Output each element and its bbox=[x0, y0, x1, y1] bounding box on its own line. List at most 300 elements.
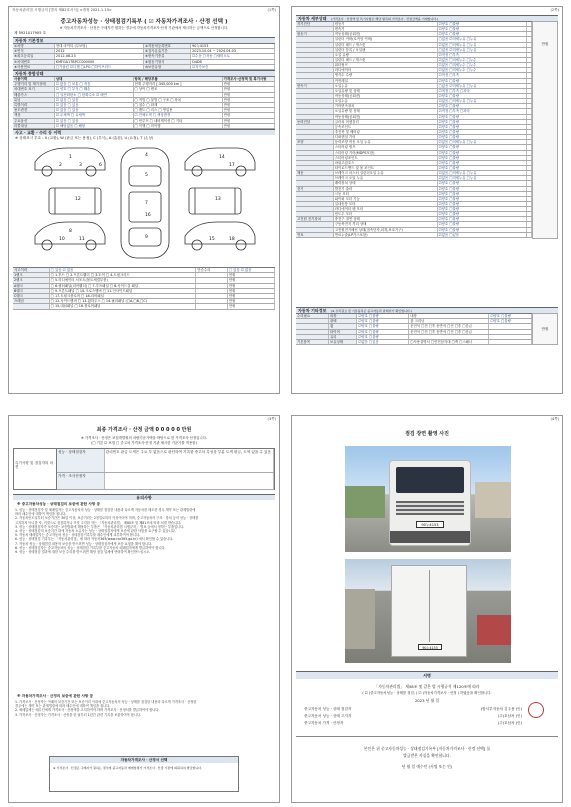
summary-header-cell: 상태 bbox=[55, 77, 134, 81]
detail-row-cell: ☑양호 □불량 bbox=[438, 94, 528, 98]
repair-row-cell: 외장 bbox=[329, 314, 357, 318]
basic-info-row-cell: ③연식 bbox=[13, 49, 55, 53]
detail-row-cell: ☑양호 □불량 bbox=[438, 115, 528, 119]
repair-row-cell bbox=[409, 335, 489, 339]
notice-line: 3. 성능 · 상태점검자가 보증하는 보증범위에 해당하는 부품은 「자동차관리법 시행규칙」 별표 등에서 정하는 부품입니다. bbox=[15, 524, 185, 529]
detail-row-cell: ☑양호 □불량 bbox=[438, 22, 528, 26]
accident-row-cell bbox=[196, 294, 227, 298]
detail-row-cell bbox=[296, 192, 334, 196]
page1-header-right: (1쪽) bbox=[267, 8, 276, 12]
detail-row-cell: 전기 bbox=[296, 187, 334, 191]
notice-list-2 bbox=[15, 700, 273, 717]
diagram-part-number: 11 bbox=[79, 237, 85, 242]
accident-table bbox=[13, 267, 275, 310]
detail-row-cell: ☑양호 □불량 bbox=[438, 197, 528, 201]
sign-divider bbox=[296, 736, 558, 737]
repair-row-cell: ☑양호 □불량 bbox=[489, 314, 531, 318]
repair-row-cell: 운전석 □전 □후 동반석 □전 □후 □응급 bbox=[409, 330, 489, 334]
summary-row-cell: ☑ 해당없음 □ 해당 bbox=[55, 124, 134, 128]
page1-header-left: 자동차관리법 시행규칙 [별지 제82호서식] <개정 2021.1.13> bbox=[12, 8, 112, 12]
diagram-part-number: 1 bbox=[69, 155, 72, 160]
detail-row-cell: 조향 bbox=[296, 140, 334, 144]
summary-row-cell: 리콜대상 bbox=[13, 124, 55, 128]
special-notes-label: 특기사항 및 점검자의 의견 bbox=[15, 461, 54, 470]
detail-row-cell: 오일유량 및 상태 bbox=[334, 109, 438, 113]
repair-row-cell: ☑양호 □불량 bbox=[357, 330, 409, 334]
detail-row-cell: 충전구 절연 상태 bbox=[334, 217, 438, 221]
summary-row-cell: 만원 bbox=[223, 119, 275, 123]
accident-row-cell: □ 1.후드 □ 2.프론트휀더 □ 3.도어 □ 4.트렁크리드 bbox=[50, 273, 197, 277]
final-price-note2: (□ 기본 ☑ 보험 □ 중고차 가격조사·산정 기관 제시한 기준가를 적용함) bbox=[91, 441, 197, 445]
detail-row-cell bbox=[296, 156, 334, 160]
diagram-part-number: 8 bbox=[69, 229, 72, 234]
detail-row-cell: ☑양호 □불량 bbox=[438, 104, 528, 108]
truck-windshield bbox=[396, 467, 464, 493]
detail-row-cell bbox=[296, 99, 334, 103]
summary-row-cell: □ 썬루프 □ 네비게이션 □ 기타 bbox=[134, 119, 223, 123]
summary-row-cell: ☑ 많음 □ 보통 □ 적음 bbox=[55, 82, 134, 86]
repair-price-label: 만원 bbox=[541, 327, 549, 331]
detail-row-cell bbox=[296, 166, 334, 170]
repair-row-cell: 광택 bbox=[329, 319, 357, 323]
notice-line: 고지하지 아니한 자, 거짓으로 점검하거나 거짓 고지한 자는 「자동차관리법」 제80조 및 제81조에 따라 처벌 받습니다. bbox=[15, 520, 182, 525]
detail-row-cell: 브레이크 마스터 실린더오일 누유 bbox=[334, 171, 438, 175]
basic-info-row-cell: KMFGA17BPCC000000 bbox=[55, 60, 144, 64]
detail-row-cell: ☑양호 □불량 bbox=[438, 207, 528, 211]
detail-row-cell: ☑양호 □불량 bbox=[438, 161, 528, 165]
license-plate-front: 90누4153 bbox=[416, 521, 444, 528]
special-notes-box bbox=[13, 448, 275, 490]
detail-row-cell bbox=[296, 89, 334, 93]
summary-row-cell: 용도변경 bbox=[13, 108, 55, 112]
basic-info-row-cell: 현대 마이티 (무보당) bbox=[55, 44, 144, 48]
special-note-cell bbox=[105, 473, 274, 489]
repair-row-cell bbox=[296, 324, 329, 328]
repair-row-cell: 기본품목 bbox=[296, 340, 329, 344]
notice-line: 6. 성능 · 상태점검 기록부는 「자동차관리법」에 따라 자동차365(www.car365.go.kr) 에서 확인할 수 있습니다. bbox=[15, 537, 174, 542]
accident-row-cell bbox=[196, 289, 227, 293]
repair-row-cell: 보유상태 bbox=[329, 340, 357, 344]
diagram-part-number: 10 bbox=[59, 237, 65, 242]
basic-info-row-cell: D4DB bbox=[191, 60, 275, 64]
summary-row-cell: ☑ 없음 □ 있음 bbox=[55, 103, 134, 107]
detail-row-cell bbox=[296, 145, 334, 149]
detail-row-cell: ☑양호 □불량 bbox=[438, 166, 528, 170]
detail-row-cell: 실내송풍 모터 bbox=[334, 202, 438, 206]
summary-row-cell: 만원 bbox=[223, 93, 275, 97]
detail-row-cell bbox=[296, 73, 334, 77]
detail-row-cell: ☑없음 □미세누수 □누수 bbox=[438, 68, 528, 72]
detail-row-cell: 브레이크 오일 누유 bbox=[334, 176, 438, 180]
detail-row-cell bbox=[296, 94, 334, 98]
summary-row-cell: 만원 bbox=[223, 82, 275, 86]
basic-info-row-cell: ⑥변속기종류 bbox=[144, 54, 191, 58]
detail-table bbox=[296, 21, 532, 238]
repair-row-cell bbox=[489, 335, 531, 339]
page4-header-right: (4쪽) bbox=[550, 417, 559, 421]
accident-row-cell: C랭크 bbox=[13, 294, 50, 298]
detail-row-cell: 작동상태(공회전) bbox=[334, 32, 438, 36]
summary-row-cell: 만원 bbox=[223, 98, 275, 102]
accident-row-cell: □ 5.라디에이터 서포트(볼트체결부품) bbox=[50, 278, 197, 282]
buyer-statement-1: 본인은 위 중고자동차성능 · 상태점검기록부 [자동차가격조사 · 산정 선택] 를 bbox=[363, 746, 491, 751]
summary-row-cell bbox=[134, 93, 223, 97]
summary-header-cell: 사용이력 bbox=[13, 77, 55, 81]
detail-row-cell: 파워고압호스 bbox=[334, 161, 438, 165]
diagram-part-number: 12 bbox=[75, 197, 81, 202]
rear-photo bbox=[345, 559, 511, 663]
basic-info-row-cell: ⑤최초등록일 bbox=[13, 54, 55, 58]
detail-row-cell bbox=[296, 115, 334, 119]
detail-row-cell: □없음 ☑미세누유 □누유 bbox=[438, 37, 528, 41]
repair-table bbox=[296, 313, 532, 345]
summary-row-cell: 만원 bbox=[223, 108, 275, 112]
accident-row-cell: 만원 bbox=[228, 299, 275, 303]
basic-info-row-cell: □가솔린 ☑디젤 □LPG □하이브리드 bbox=[55, 65, 144, 69]
signer-row bbox=[304, 713, 550, 720]
detail-row-cell: ☑양호 □불량 bbox=[438, 130, 528, 134]
summary-row-cell: 주요옵션 bbox=[13, 119, 55, 123]
summary-row-cell: ☑ 양호 □ 부식 □ 훼손 bbox=[55, 87, 134, 91]
accident-row-cell: □ 12.사이드멤버 □ 13.휠하우스 □ 14.필러패널 (□A,□B,□C) bbox=[50, 299, 197, 303]
detail-row-cell: 윈도우 모터 bbox=[334, 212, 438, 216]
basic-info-row-cell: 2023.10.04 ~ 2024.04.03 bbox=[191, 49, 275, 53]
basic-info-row-cell: ☑자가보증 bbox=[191, 65, 275, 69]
official-stamp bbox=[528, 702, 544, 718]
detail-row-cell: ☑양호 □불량 bbox=[438, 120, 528, 124]
detail-row-cell: 타이로드엔드 및 볼 조인트 bbox=[334, 166, 438, 170]
detail-row-cell: 와이퍼 모터 기능 bbox=[334, 197, 438, 201]
detail-section-note: (가격조사 · 산정액 및 특기사항은 해당 항목의 가격조사 · 산정금액을 기재합니다.) bbox=[330, 17, 439, 21]
sign-title: 서명 bbox=[296, 671, 558, 679]
detail-row-cell: 스티어링 펌프 bbox=[334, 145, 438, 149]
truck-grille bbox=[396, 501, 464, 515]
diagram-part-number: 14 bbox=[219, 155, 225, 160]
basic-info-row-cell: ⑧원동기형식 bbox=[144, 60, 191, 64]
signer-list bbox=[304, 706, 550, 727]
diagram-part-number: 4 bbox=[145, 153, 148, 158]
basic-info-row-cell: ①차명 bbox=[13, 44, 55, 48]
detail-row-cell: ☑적정 □부족 □과다 bbox=[438, 89, 528, 93]
detail-row-cell: ☑양호 □불량 bbox=[438, 202, 528, 206]
front-photo bbox=[345, 446, 511, 552]
detail-row-cell bbox=[296, 197, 334, 201]
signer-name: (주)호남차 (인) bbox=[497, 721, 522, 725]
accident-row-cell bbox=[196, 284, 227, 288]
detail-row-cell: □없음 ☑미세누유 □누유 bbox=[438, 84, 528, 88]
buyer-statement-2: 발급받은 사실을 확인합니다. bbox=[403, 753, 451, 758]
notice-head-1: ※ 중고자동차성능 · 상태점검의 보증에 관한 사항 등 bbox=[17, 502, 101, 506]
detail-row-cell: 냉각수 수량 bbox=[334, 73, 438, 77]
summary-row-cell: 만원 bbox=[223, 113, 275, 117]
detail-row-cell: 고전원 전기장치 bbox=[296, 217, 334, 221]
detail-row-cell: 원동기 bbox=[334, 22, 438, 26]
basic-info-row-cell: ⑩보증유형 bbox=[144, 65, 191, 69]
detail-row-cell bbox=[296, 212, 334, 216]
buyer-sign-line: 년 월 일 매수인 (서명 또는 인) bbox=[401, 764, 453, 769]
detail-row-cell: ☑양호 □불량 bbox=[438, 135, 528, 139]
signer-name: (주)호남차 (인) bbox=[497, 714, 522, 718]
license-plate-rear: 90누4153 bbox=[418, 644, 442, 650]
accident-row-cell: 사고이력 bbox=[13, 268, 50, 272]
detail-row-cell bbox=[296, 79, 334, 83]
summary-row-cell: ☑ 무채색 □ 유채색 bbox=[55, 113, 134, 117]
detail-row-cell: 오일유량 및 상태 bbox=[334, 89, 438, 93]
page2-header-right: (2쪽) bbox=[550, 8, 559, 12]
detail-row-cell: 실린더 블록 / 오일팬 bbox=[334, 48, 438, 52]
signer-role: 중고자동차 가격 · 산정자 bbox=[304, 721, 344, 725]
detail-row-cell: 커먼레일 bbox=[334, 79, 438, 83]
detail-row-cell: 스티어링조인트 bbox=[334, 156, 438, 160]
photo-title: 점검 장면 촬영 사진 bbox=[405, 431, 449, 437]
detail-row-cell: ☑양호 □불량 bbox=[438, 192, 528, 196]
notice-line: 5. 자동차 매매업자는 중고자동차 성능 · 상태점검기록부를 매수인에게 교부하여야 합니다. bbox=[15, 533, 141, 538]
detail-row-cell: ☑적정 □부족 bbox=[438, 73, 528, 77]
detail-row-cell: 동력전달 bbox=[296, 120, 334, 124]
summary-row-cell: 특별이력 bbox=[13, 103, 55, 107]
special-note-row bbox=[57, 473, 274, 490]
diagram-part-number: 7 bbox=[145, 201, 148, 206]
repair-row-cell bbox=[489, 340, 531, 344]
repair-section-note: (※ 수리필요 및 기본품목은 중고자동차 판매자가 확인합니다.) bbox=[330, 309, 412, 313]
summary-header-cell: 가격조사·산정액 및 특기사항 bbox=[223, 77, 275, 81]
diagram-part-number: 16 bbox=[145, 213, 151, 218]
detail-row-cell bbox=[296, 27, 334, 31]
accident-row-cell: B랭크 bbox=[13, 289, 50, 293]
accident-row-cell bbox=[196, 304, 227, 308]
detail-row-cell: ☑양호 □불량 bbox=[438, 217, 528, 221]
page1-title: 중고자동차성능 · 상태점검기록부 ( ☑ 자동차가격조사 · 산정 선택 ) bbox=[60, 19, 228, 25]
detail-row-cell: 실린더 커버(로커암 커버) bbox=[334, 37, 438, 41]
special-note-cell: 성능 · 상태점검자 bbox=[57, 449, 105, 472]
basic-info-row-cell: ☑수동 □자동 □세미오토 bbox=[191, 54, 275, 58]
summary-row-cell: □ 적법 □ 불법 □ 구조 □ 장치 bbox=[134, 98, 223, 102]
repair-row-cell: ☑양호 □불량 bbox=[357, 314, 409, 318]
notice-line: 경우에는 계약 또는 관계법령에 따라 매수인에 대하여 책임을 집니다. bbox=[15, 704, 111, 709]
summary-row-cell: ☑ 없음 □ 있음 bbox=[55, 108, 134, 112]
detail-row-cell bbox=[296, 68, 334, 72]
detail-row-cell: 기어변속장치 bbox=[334, 104, 438, 108]
accident-row-cell: 1랭크 bbox=[13, 273, 50, 277]
repair-row-cell: 유리 bbox=[329, 335, 357, 339]
detail-row-cell bbox=[296, 48, 334, 52]
page3-header-right: (3쪽) bbox=[267, 417, 276, 421]
detail-row-cell: 오일누유 bbox=[334, 99, 438, 103]
cargo-door-seam bbox=[429, 570, 430, 642]
detail-row-cell: ☑적정 □부족 bbox=[438, 53, 528, 57]
diagram-part-number: 3 bbox=[79, 163, 82, 168]
detail-row-cell bbox=[296, 104, 334, 108]
accident-row-cell: 만원 bbox=[228, 304, 275, 308]
truck-cargo-box bbox=[391, 565, 467, 657]
notice-line: 3. 가격조사 · 산정자는 가격조사 · 산정을 한 날부터 1년간 관련 기록을 보관하여야 합니다. bbox=[15, 712, 141, 717]
detail-row-cell: 클러치 어셈블리 bbox=[334, 120, 438, 124]
detail-row-cell: ☑없음 □미세누유 □누유 bbox=[438, 99, 528, 103]
detail-row-cell: ☑양호 □불량 bbox=[438, 151, 528, 155]
basic-info-row-cell: 2012 bbox=[55, 49, 144, 53]
detail-row-cell bbox=[296, 151, 334, 155]
diagram-part-number: 18 bbox=[229, 237, 235, 242]
detail-row-cell bbox=[296, 161, 334, 165]
detail-row-cell: 디퍼렌셜 기어 bbox=[334, 135, 438, 139]
detail-row-cell: 변속기 bbox=[334, 27, 438, 31]
detail-row-cell: ☑양호 □불량 bbox=[438, 222, 528, 226]
repair-row-cell: □사용설명서 □안전삼각대 □잭 □스패너 bbox=[409, 340, 489, 344]
repair-row-cell: 타이어 bbox=[329, 330, 357, 334]
detail-row-cell bbox=[296, 109, 334, 113]
summary-row-cell: 튜닝 bbox=[13, 98, 55, 102]
truck-cab bbox=[389, 460, 471, 546]
repair-row-cell: ☑양호 □불량 bbox=[357, 324, 409, 328]
repair-price-column bbox=[532, 313, 558, 345]
detail-row-cell: 자기진단 bbox=[296, 22, 334, 26]
detail-row-cell bbox=[296, 207, 334, 211]
repair-row-cell: 수리필요 bbox=[296, 314, 329, 318]
detail-row-cell bbox=[296, 202, 334, 206]
detail-row-cell: ☑없음 □미세누수 □누수 bbox=[438, 63, 528, 67]
repair-row-cell bbox=[489, 330, 531, 334]
signer-name: (합서부자동차 김주용 (인) bbox=[480, 707, 522, 711]
basic-info-row-cell: ⑨사용연료 bbox=[13, 65, 55, 69]
repair-row-cell: 운전석 □전 □후 동반석 □전 □후 □응급 bbox=[409, 324, 489, 328]
detail-row-cell: ☑양호 □불량 bbox=[438, 156, 528, 160]
signer-row bbox=[304, 720, 550, 727]
detail-row-cell: □없음 ☑미세누유 □누유 bbox=[438, 48, 528, 52]
diagram-part-number: 5 bbox=[145, 173, 148, 178]
detail-row-cell: ☑양호 □불량 bbox=[438, 125, 528, 129]
notice-line: 7. 자동차 성능 · 상태점검 내용의 보증을 받으려면 성능 · 상태점검자에게 보증 요청을 해야 합니다. bbox=[15, 541, 153, 546]
basic-info-row-cell: 2012-08-23 bbox=[55, 54, 144, 58]
photo-vehicle-right bbox=[477, 615, 511, 645]
accident-row-cell bbox=[13, 304, 50, 308]
detail-row-cell: 동력조향 작동 오일 누유 bbox=[334, 140, 438, 144]
repair-row-cell: 휠 bbox=[329, 324, 357, 328]
summary-row-cell: □ 침수 □ 화재 bbox=[134, 103, 223, 107]
price-selection-title: 자동차가격조사 · 산정서 선택 bbox=[50, 757, 238, 763]
repair-row-cell: ☑양호 □불량 bbox=[357, 335, 409, 339]
page-1 bbox=[8, 6, 280, 394]
page-3 bbox=[8, 415, 280, 803]
detail-row-cell bbox=[296, 181, 334, 185]
summary-table bbox=[13, 76, 275, 129]
accident-row-cell: 프레임 bbox=[13, 299, 50, 303]
detail-row-cell bbox=[296, 130, 334, 134]
summary-row-cell: □ 상이 □ 변조 bbox=[134, 87, 223, 91]
basic-info-row-cell: ④검사유효기간 bbox=[144, 49, 191, 53]
repair-row-cell: ☑양호 □불량 bbox=[489, 319, 531, 323]
detail-row-cell bbox=[296, 228, 334, 232]
detail-row-cell: 오일 유량 bbox=[334, 53, 438, 57]
accident-row-cell: □ 9.프론트패널 □ 10.크로스멤버 □ 11.인사이드패널 bbox=[50, 289, 197, 293]
diagram-part-number: 17 bbox=[229, 163, 235, 168]
summary-header-cell: 항목 / 해당부품 bbox=[134, 77, 223, 81]
diagram-part-number: 9 bbox=[145, 235, 148, 240]
accident-row-cell: □ 6.쿼터패널(리어휀더) □ 7.루프패널 □ 8.사이드실 패널 bbox=[50, 284, 197, 288]
detail-row-cell bbox=[296, 58, 334, 62]
final-price-note1: ※ 가격조사 · 산정은 보험개발원의 차량기준가액을 바탕으로 한 가격조사·산정입니다. bbox=[80, 436, 208, 440]
summary-row-cell: □ 렌트 □ 리스 □ 영업용 bbox=[134, 108, 223, 112]
basic-info-section: 자동차 기본정보 bbox=[13, 37, 275, 43]
detail-row-cell: 작동상태(공회전) bbox=[334, 115, 438, 119]
notice-line: 4. 성능 · 상태점검의 보증기간 내에 자동차 소유자는 성능 · 상태점검자에게 보증에 관한 사항을 요구할 수 있습니다. bbox=[15, 529, 176, 534]
page-2 bbox=[291, 6, 563, 394]
summary-row-cell: 현재 주행거리 [ 345,000 km ] bbox=[134, 82, 223, 86]
notice-head-2: ※ 자동차가격조사 · 산정의 보증에 관한 사항 등 bbox=[17, 694, 94, 698]
detail-row-cell: 연료 bbox=[296, 233, 334, 237]
special-note-cell: 관리번호 판금 도색은 주요 부 없음으로 판단하여 기록함 중고차 특성상 부분 도색 판금, 도색 있을 수 있음 bbox=[105, 449, 274, 472]
notice-line: 따라 매수인에 대하여 책임을 집니다. bbox=[15, 512, 67, 517]
detail-row-cell: ☑양호 □불량 bbox=[438, 27, 528, 31]
detail-row-cell: 실린더 헤드 / 개스킷 bbox=[334, 43, 438, 47]
accident-note: ※ 상태표시 부호 : X (교환), W (판금 또는 용접), C (부식), A (흠집), U (요철), T (손상) bbox=[15, 136, 154, 140]
sign-statement-2: ( ☑ )중고자동차성능 · 상태를 점검, ( ☑ )자동차가격조사 · 산정 ) 하였음을 확인합니다. bbox=[362, 691, 492, 695]
detail-row-cell bbox=[296, 222, 334, 226]
repair-section-title: 자동차 기타정보 bbox=[298, 308, 327, 313]
notice-line: 2. 매매업체는 매수인에게 가격조사 · 산정액을 고지하여야 하며 가격조사 · 산정서를 발급하여야 합니다. bbox=[15, 708, 160, 713]
accident-row-cell: 만원 bbox=[228, 273, 275, 277]
accident-row-cell bbox=[196, 273, 227, 277]
signer-row bbox=[304, 706, 550, 713]
detail-row-cell bbox=[296, 53, 334, 57]
detail-row-cell: ☑양호 □불량 bbox=[438, 181, 528, 185]
repair-row-cell bbox=[296, 330, 329, 334]
detail-row-cell: 배력장치 상태 bbox=[334, 181, 438, 185]
accident-row-cell: 만원 bbox=[228, 289, 275, 293]
accident-row-cell: □ 있음 ☑ 없음 bbox=[228, 268, 275, 272]
accident-row-cell: A랭크 bbox=[13, 284, 50, 288]
accident-row-cell: □ 15.대쉬패널 □ 16.플로어패널 bbox=[50, 304, 197, 308]
detail-row-cell bbox=[296, 135, 334, 139]
diagram-part-number: 13 bbox=[215, 197, 221, 202]
detail-row-cell: ☑없음 □미세누유 □누유 bbox=[438, 43, 528, 47]
detail-row-cell: ☑양호 □불량 bbox=[438, 212, 528, 216]
accident-row-cell: 만원 bbox=[228, 284, 275, 288]
detail-row-cell: ☑없음 □미세누유 □누유 bbox=[438, 171, 528, 175]
accident-row-cell bbox=[196, 299, 227, 303]
notice-line: 8. 성능 · 상태점검자는 중고자동차의 성능 · 상태점검 기록부를 중고자동차 매매업자에게 발급하여야 합니다. bbox=[15, 545, 166, 550]
detail-row-cell: ☑양호 □불량 bbox=[438, 228, 528, 232]
photo-building-right bbox=[475, 482, 511, 518]
detail-row-cell: 등속조인트 bbox=[334, 125, 438, 129]
detail-row-cell: 추진축 및 베어링 bbox=[334, 130, 438, 134]
detail-row-cell: 워터펌프 bbox=[334, 63, 438, 67]
detail-row-cell: ☑양호 □불량 bbox=[438, 79, 528, 83]
detail-row bbox=[296, 233, 532, 238]
repair-row bbox=[296, 340, 532, 345]
special-note-cell: 가격 · 조사산정자 bbox=[57, 473, 105, 489]
detail-row-cell bbox=[296, 63, 334, 67]
record-number: 제 5921017905 호 bbox=[14, 31, 47, 35]
detail-row-cell: ☑양호 □불량 bbox=[438, 32, 528, 36]
repair-row-cell: 내장 bbox=[409, 314, 489, 318]
summary-row-cell: 만원 bbox=[223, 124, 275, 128]
special-note-row bbox=[57, 449, 274, 473]
detail-row-cell: ☑없음 □미세누유 □누유 bbox=[438, 176, 528, 180]
diagram-part-number: 6 bbox=[99, 163, 102, 168]
accident-row bbox=[13, 304, 275, 309]
detail-section-title: 자동차 세부상태 bbox=[298, 16, 327, 21]
notice-line: 2. 자동차인도일부터 보증기간은 30일 이상, 보증거리는 2천킬로미터 이상이어야 하며, 중고자동차의 구조 · 장치 등의 성능 · 상태를 bbox=[15, 516, 199, 521]
detail-price-label: 만원 bbox=[541, 42, 549, 46]
detail-row-cell: ☑양호 □불량 bbox=[438, 145, 528, 149]
detail-row-cell: 시동 모터 bbox=[334, 192, 438, 196]
repair-row-cell bbox=[489, 324, 531, 328]
sign-date: 2023 년 월 일 bbox=[414, 698, 440, 703]
photo-tree-left bbox=[345, 486, 385, 518]
notice-list-1 bbox=[15, 508, 273, 554]
detail-price-column bbox=[532, 21, 558, 239]
summary-row-cell: 색상 bbox=[13, 113, 55, 117]
